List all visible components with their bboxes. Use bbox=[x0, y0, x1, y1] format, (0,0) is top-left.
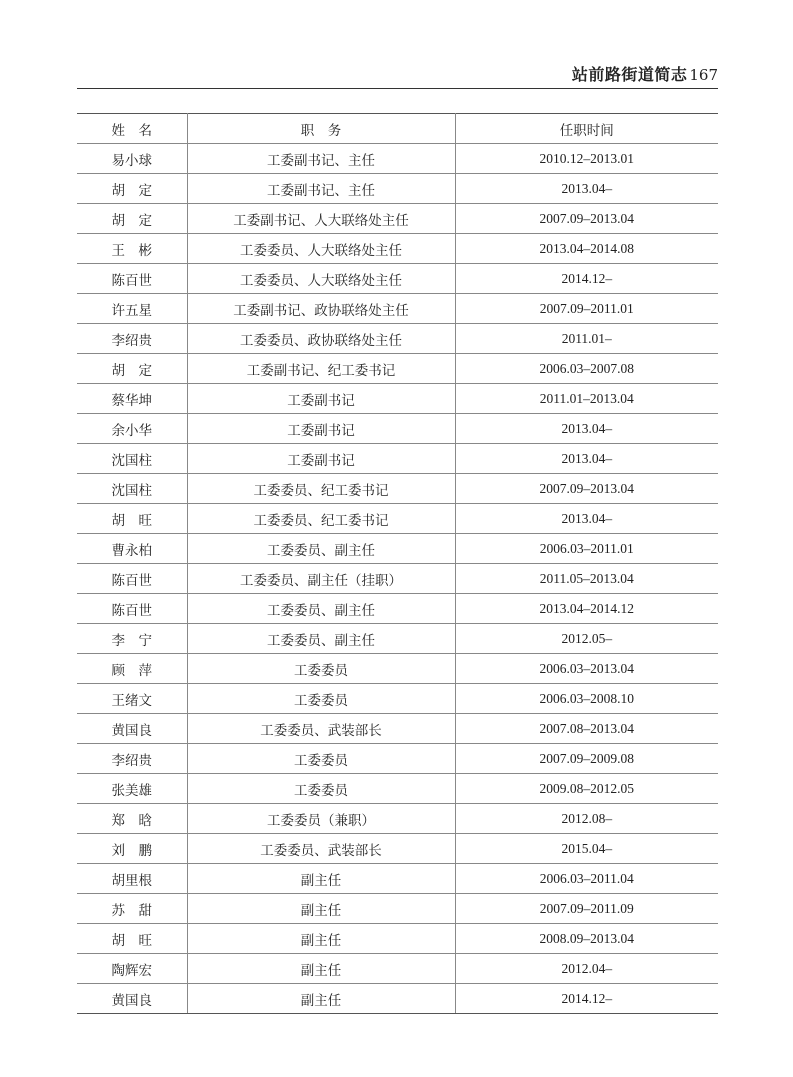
cell-term: 2011.05–2013.04 bbox=[455, 564, 718, 594]
cell-role: 工委委员、副主任 bbox=[187, 624, 455, 654]
column-header-name: 姓 名 bbox=[77, 114, 187, 144]
cell-term: 2011.01–2013.04 bbox=[455, 384, 718, 414]
cell-name: 郑 晗 bbox=[77, 804, 187, 834]
table-row bbox=[77, 954, 718, 984]
cell-role: 工委委员 bbox=[187, 654, 455, 684]
cell-role: 工委委员、副主任 bbox=[187, 534, 455, 564]
cell-term: 2012.05– bbox=[455, 624, 718, 654]
cell-term: 2013.04–2014.08 bbox=[455, 234, 718, 264]
table-row bbox=[77, 864, 718, 894]
cell-name: 胡 定 bbox=[77, 204, 187, 234]
cell-term: 2008.09–2013.04 bbox=[455, 924, 718, 954]
table-row bbox=[77, 924, 718, 954]
table-row bbox=[77, 714, 718, 744]
cell-name: 沈国柱 bbox=[77, 444, 187, 474]
cell-name: 李绍贵 bbox=[77, 324, 187, 354]
cell-name: 王 彬 bbox=[77, 234, 187, 264]
table-row bbox=[77, 744, 718, 774]
cell-name: 陈百世 bbox=[77, 594, 187, 624]
cell-name: 李 宁 bbox=[77, 624, 187, 654]
table-row bbox=[77, 654, 718, 684]
cell-role: 副主任 bbox=[187, 894, 455, 924]
table-row bbox=[77, 174, 718, 204]
cell-role: 工委副书记、人大联络处主任 bbox=[187, 204, 455, 234]
cell-term: 2015.04– bbox=[455, 834, 718, 864]
cell-role: 工委委员 bbox=[187, 684, 455, 714]
cell-role: 工委委员、人大联络处主任 bbox=[187, 234, 455, 264]
cell-role: 工委副书记、主任 bbox=[187, 144, 455, 174]
cell-term: 2010.12–2013.01 bbox=[455, 144, 718, 174]
table-row bbox=[77, 354, 718, 384]
table-row bbox=[77, 324, 718, 354]
table-row bbox=[77, 294, 718, 324]
table-row bbox=[77, 384, 718, 414]
cell-role: 工委副书记 bbox=[187, 384, 455, 414]
cell-name: 沈国柱 bbox=[77, 474, 187, 504]
cell-role: 工委委员、副主任 bbox=[187, 594, 455, 624]
table-row bbox=[77, 264, 718, 294]
table-row bbox=[77, 234, 718, 264]
cell-name: 顾 萍 bbox=[77, 654, 187, 684]
cell-term: 2013.04–2014.12 bbox=[455, 594, 718, 624]
table-header-row bbox=[77, 114, 718, 144]
cell-name: 陈百世 bbox=[77, 264, 187, 294]
cell-role: 工委副书记、主任 bbox=[187, 174, 455, 204]
cell-term: 2006.03–2008.10 bbox=[455, 684, 718, 714]
cell-role: 工委委员、纪工委书记 bbox=[187, 474, 455, 504]
cell-name: 胡 旺 bbox=[77, 504, 187, 534]
cell-role: 工委副书记 bbox=[187, 414, 455, 444]
cell-term: 2013.04– bbox=[455, 414, 718, 444]
cell-role: 工委委员、人大联络处主任 bbox=[187, 264, 455, 294]
appointments-table bbox=[77, 113, 718, 1014]
table-row bbox=[77, 984, 718, 1014]
page-header bbox=[77, 64, 718, 89]
cell-term: 2006.03–2013.04 bbox=[455, 654, 718, 684]
cell-name: 黄国良 bbox=[77, 984, 187, 1014]
cell-term: 2006.03–2011.04 bbox=[455, 864, 718, 894]
cell-role: 工委委员、政协联络处主任 bbox=[187, 324, 455, 354]
table-row bbox=[77, 834, 718, 864]
cell-term: 2013.04– bbox=[455, 444, 718, 474]
cell-role: 工委委员、副主任（挂职） bbox=[187, 564, 455, 594]
cell-name: 胡 旺 bbox=[77, 924, 187, 954]
cell-role: 工委副书记 bbox=[187, 444, 455, 474]
cell-name: 易小球 bbox=[77, 144, 187, 174]
book-title: 站前路街道简志 bbox=[571, 65, 688, 84]
cell-term: 2013.04– bbox=[455, 174, 718, 204]
cell-role: 工委委员 bbox=[187, 774, 455, 804]
table-row bbox=[77, 504, 718, 534]
page-number: 167 bbox=[689, 66, 718, 84]
cell-term: 2006.03–2011.01 bbox=[455, 534, 718, 564]
cell-term: 2012.08– bbox=[455, 804, 718, 834]
table-row bbox=[77, 534, 718, 564]
table-row bbox=[77, 894, 718, 924]
cell-name: 胡 定 bbox=[77, 354, 187, 384]
column-header-role: 职 务 bbox=[187, 114, 455, 144]
cell-term: 2012.04– bbox=[455, 954, 718, 984]
cell-term: 2014.12– bbox=[455, 264, 718, 294]
table-row bbox=[77, 564, 718, 594]
cell-name: 胡里根 bbox=[77, 864, 187, 894]
cell-name: 王绪文 bbox=[77, 684, 187, 714]
table-row bbox=[77, 684, 718, 714]
cell-term: 2007.09–2011.09 bbox=[455, 894, 718, 924]
cell-term: 2009.08–2012.05 bbox=[455, 774, 718, 804]
cell-role: 副主任 bbox=[187, 984, 455, 1014]
cell-name: 苏 甜 bbox=[77, 894, 187, 924]
cell-name: 张美雄 bbox=[77, 774, 187, 804]
table-row bbox=[77, 204, 718, 234]
cell-name: 胡 定 bbox=[77, 174, 187, 204]
cell-name: 陈百世 bbox=[77, 564, 187, 594]
cell-name: 刘 鹏 bbox=[77, 834, 187, 864]
cell-term: 2006.03–2007.08 bbox=[455, 354, 718, 384]
cell-term: 2014.12– bbox=[455, 984, 718, 1014]
cell-role: 工委委员 bbox=[187, 744, 455, 774]
table-row bbox=[77, 624, 718, 654]
table-row bbox=[77, 594, 718, 624]
cell-name: 许五星 bbox=[77, 294, 187, 324]
cell-name: 蔡华坤 bbox=[77, 384, 187, 414]
cell-role: 工委副书记、纪工委书记 bbox=[187, 354, 455, 384]
cell-role: 工委委员（兼职） bbox=[187, 804, 455, 834]
cell-term: 2007.08–2013.04 bbox=[455, 714, 718, 744]
table-row bbox=[77, 804, 718, 834]
table-row bbox=[77, 444, 718, 474]
column-header-term: 任职时间 bbox=[455, 114, 718, 144]
cell-name: 黄国良 bbox=[77, 714, 187, 744]
cell-role: 工委委员、纪工委书记 bbox=[187, 504, 455, 534]
table-row bbox=[77, 474, 718, 504]
cell-role: 副主任 bbox=[187, 924, 455, 954]
cell-role: 工委副书记、政协联络处主任 bbox=[187, 294, 455, 324]
cell-role: 副主任 bbox=[187, 954, 455, 984]
cell-term: 2013.04– bbox=[455, 504, 718, 534]
cell-role: 工委委员、武装部长 bbox=[187, 714, 455, 744]
cell-term: 2007.09–2011.01 bbox=[455, 294, 718, 324]
cell-name: 陶辉宏 bbox=[77, 954, 187, 984]
cell-term: 2007.09–2013.04 bbox=[455, 474, 718, 504]
cell-name: 李绍贵 bbox=[77, 744, 187, 774]
cell-role: 工委委员、武装部长 bbox=[187, 834, 455, 864]
cell-term: 2011.01– bbox=[455, 324, 718, 354]
cell-name: 曹永柏 bbox=[77, 534, 187, 564]
cell-term: 2007.09–2009.08 bbox=[455, 744, 718, 774]
cell-role: 副主任 bbox=[187, 864, 455, 894]
table-row bbox=[77, 414, 718, 444]
table-row bbox=[77, 144, 718, 174]
table-row bbox=[77, 774, 718, 804]
cell-term: 2007.09–2013.04 bbox=[455, 204, 718, 234]
cell-name: 余小华 bbox=[77, 414, 187, 444]
